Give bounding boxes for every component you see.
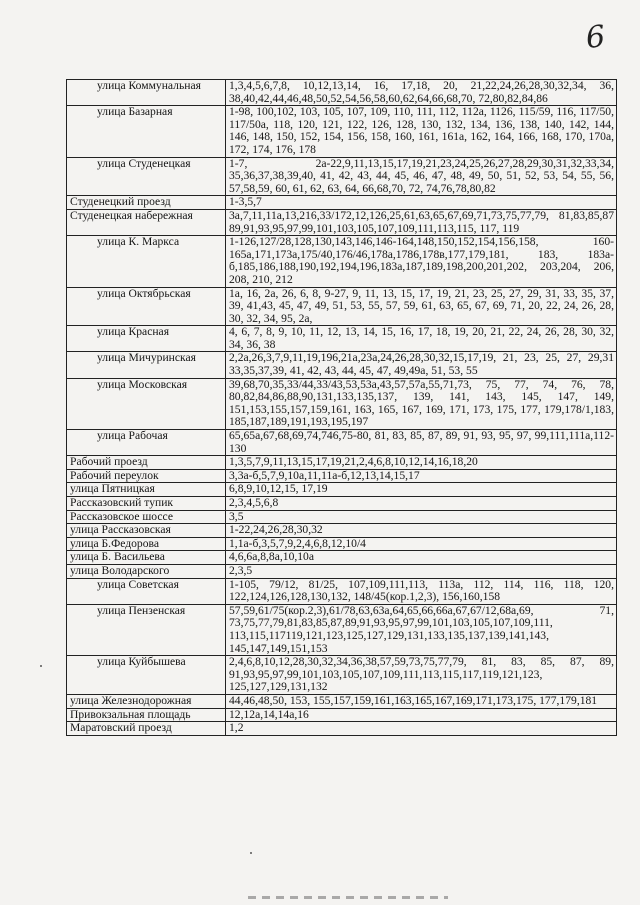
house-numbers: 1,1а-б,3,5,7,9,2,4,6,8,12,10/4 — [226, 537, 617, 551]
house-numbers: 44,46,48,50, 153, 155,157,159,161,163,165,167,169,171,173,175, 177,179,181 — [226, 694, 617, 708]
street-name: Маратовский проезд — [67, 722, 226, 736]
table-row — [67, 236, 617, 287]
street-name: улица Рабочая — [67, 430, 226, 456]
house-numbers: 1,3,5,7,9,11,13,15,17,19,21,2,4,6,8,10,12,14,16,18,20 — [226, 456, 617, 470]
street-name: Рабочий переулок — [67, 469, 226, 483]
street-name: улица Куйбышева — [67, 656, 226, 695]
house-numbers: 3,5 — [226, 510, 617, 524]
table-row — [67, 326, 617, 352]
house-numbers: 12,12а,14,14а,16 — [226, 708, 617, 722]
street-name: улица Железнодорожная — [67, 694, 226, 708]
house-numbers: 4,6,6а,8,8а,10,10а — [226, 551, 617, 565]
street-name: Студенецкий проезд — [67, 196, 226, 210]
table-row — [67, 469, 617, 483]
table-row — [67, 483, 617, 497]
house-numbers: 1,2 — [226, 722, 617, 736]
street-name: улица Мичуринская — [67, 352, 226, 378]
table-row — [67, 537, 617, 551]
house-numbers: 2,3,4,5,6,8 — [226, 497, 617, 511]
house-numbers: 1-3,5,7 — [226, 196, 617, 210]
scan-speck — [250, 852, 252, 854]
table-row — [67, 694, 617, 708]
house-numbers: 65,65а,67,68,69,74,746,75-80, 81, 83, 85, 87, 89, 91, 93, 95, 97, 99,111,111а,112-130 — [226, 430, 617, 456]
house-numbers: 1-98, 100,102, 103, 105, 107, 109, 110, 111, 112, 112а, 1126, 115/59, 116, 117/50, 117/50а, 118, 120, 121, 122, 126, 128, 130, 132, 134, 136, 138, 140, 142, 144, 146, 148, 150, 152, 154, 156, 158, 160, 161, 161а, 162, 164, 166, 168, 170, 170а, 172, 174, 176, 178 — [226, 106, 617, 157]
street-name: улица Пензенская — [67, 604, 226, 655]
street-name: улица Рассказовская — [67, 524, 226, 538]
house-numbers: 1-7, 2а-22,9,11,13,15,17,19,21,23,24,25,26,27,28,29,30,31,32,33,34, 35,36,37,38,39,40, 41, 42, 43, 44, 45, 46, 47, 48, 49, 50, 51, 52, 53, 54, 55, 56, 57,58,59, 60, 61, 62, 63, 64, 66,68,70, 72, 74,76,78,80,82 — [226, 157, 617, 196]
house-numbers: 39,68,70,35,33/44,33/43,53,53а,43,57,57а,55,71,73, 75, 77, 74, 76, 78, 80,82,84,86,88,90,131,133,135,137, 139, 141, 143, 145, 147, 149, 151,153,155,157,159,161, 163, 165, 167, 169, 171, 173, 175, 177, 179,178/1,183, 185,187,189,191,193,195,197 — [226, 378, 617, 429]
street-name: улица Базарная — [67, 106, 226, 157]
street-name: улица К. Маркса — [67, 236, 226, 287]
street-name: улица Коммунальная — [67, 80, 226, 106]
street-name: улица Володарского — [67, 564, 226, 578]
table-row — [67, 524, 617, 538]
house-numbers: 3,3а-б,5,7,9,10а,11,11а-б,12,13,14,15,17 — [226, 469, 617, 483]
house-numbers: 1-105, 79/12, 81/25, 107,109,111,113, 113а, 112, 114, 116, 118, 120, 122,124,126,128,130,132, 148/45(кор.1,2,3), 156,160,158 — [226, 578, 617, 604]
house-numbers: 1-126,127/28,128,130,143,146,146-164,148,150,152,154,156,158, 160-165а,171,173а,175/40,176/46,178а,1786,178в,177,179,181, 183, 183а-б,185,186,188,190,192,194,196,183а,187,189,198,200,201,202, 203,204, 206, 208, 210, 212 — [226, 236, 617, 287]
street-name: Привокзальная площадь — [67, 708, 226, 722]
house-numbers: 3а,7,11,11а,13,216,33/172,12,126,25,61,63,65,67,69,71,73,75,77,79, 81,83,85,87 89,91,93,95,97,99,101,103,105,107,109,111,113,115, 117, 119 — [226, 209, 617, 235]
house-numbers: 2,4,6,8,10,12,28,30,32,34,36,38,57,59,73,75,77,79, 81, 83, 85, 87, 89, 91,93,95,97,99,101,103,105,107,109,111,113,115,117,119,121,123, 125,127,129,131,132 — [226, 656, 617, 695]
table-row — [67, 196, 617, 210]
page-number: 6 — [584, 19, 607, 56]
house-numbers: 4, 6, 7, 8, 9, 10, 11, 12, 13, 14, 15, 16, 17, 18, 19, 20, 21, 22, 24, 26, 28, 30, 32, 34, 36, 38 — [226, 326, 617, 352]
house-numbers: 1,3,4,5,6,7,8, 10,12,13,14, 16, 17,18, 20, 21,22,24,26,28,30,32,34, 36, 38,40,42,44,46,48,50,52,54,56,58,60,62,64,66,68,70, 72,80,82,84,86 — [226, 80, 617, 106]
house-numbers: 6,8,9,10,12,15, 17,19 — [226, 483, 617, 497]
table-row — [67, 157, 617, 196]
table-row — [67, 578, 617, 604]
street-name: улица Красная — [67, 326, 226, 352]
street-name: улица Б.Федорова — [67, 537, 226, 551]
table-row — [67, 656, 617, 695]
table-row — [67, 551, 617, 565]
house-numbers: 1а, 16, 2а, 26, 6, 8, 9-27, 9, 11, 13, 15, 17, 19, 21, 23, 25, 27, 29, 31, 33, 35, 37, 39, 41,43, 45, 47, 49, 51, 53, 55, 57, 59, 61, 63, 65, 67, 69, 71, 20, 22, 24, 26, 28, 30, 32, 34, 95, 2а, — [226, 287, 617, 326]
scan-speck — [40, 665, 42, 667]
table-row — [67, 209, 617, 235]
table-row — [67, 497, 617, 511]
house-numbers: 2,3,5 — [226, 564, 617, 578]
table-row — [67, 352, 617, 378]
street-name: Рассказовское шоссе — [67, 510, 226, 524]
street-name: улица Б. Васильева — [67, 551, 226, 565]
table-row — [67, 106, 617, 157]
street-name: улица Московская — [67, 378, 226, 429]
street-name: Студенецкая набережная — [67, 209, 226, 235]
street-name: улица Советская — [67, 578, 226, 604]
table-row — [67, 564, 617, 578]
house-numbers: 2,2а,26,3,7,9,11,19,196,21а,23а,24,26,28,30,32,15,17,19, 21, 23, 25, 27, 29,31 33,35,37,39, 41, 42, 43, 44, 45, 47, 49,49а, 51, 53, 55 — [226, 352, 617, 378]
table-row — [67, 604, 617, 655]
table-row — [67, 722, 617, 736]
street-name: Рассказовский тупик — [67, 497, 226, 511]
street-name: улица Октябрьская — [67, 287, 226, 326]
table-row — [67, 80, 617, 106]
table-row — [67, 510, 617, 524]
table-row — [67, 287, 617, 326]
street-name: улица Пятницкая — [67, 483, 226, 497]
table-row — [67, 708, 617, 722]
street-name: улица Студенецкая — [67, 157, 226, 196]
table-row — [67, 430, 617, 456]
table-row — [67, 378, 617, 429]
house-numbers: 1-22,24,26,28,30,32 — [226, 524, 617, 538]
house-numbers: 57,59,61/75(кор.2,3),61/78,63,63а,64,65,66,66а,67,67/12,68а,69, 71, 73,75,77,79,81,83,85,87,89,91,93,95,97,99,101,103,105,107,109,111, 113,115,117119,121,123,125,127,129,131,133,135,137,139,141,143, 145,147,149,151,153 — [226, 604, 617, 655]
street-name: Рабочий проезд — [67, 456, 226, 470]
table-row — [67, 456, 617, 470]
scan-edge-marks — [248, 896, 448, 899]
street-address-table — [66, 79, 617, 736]
